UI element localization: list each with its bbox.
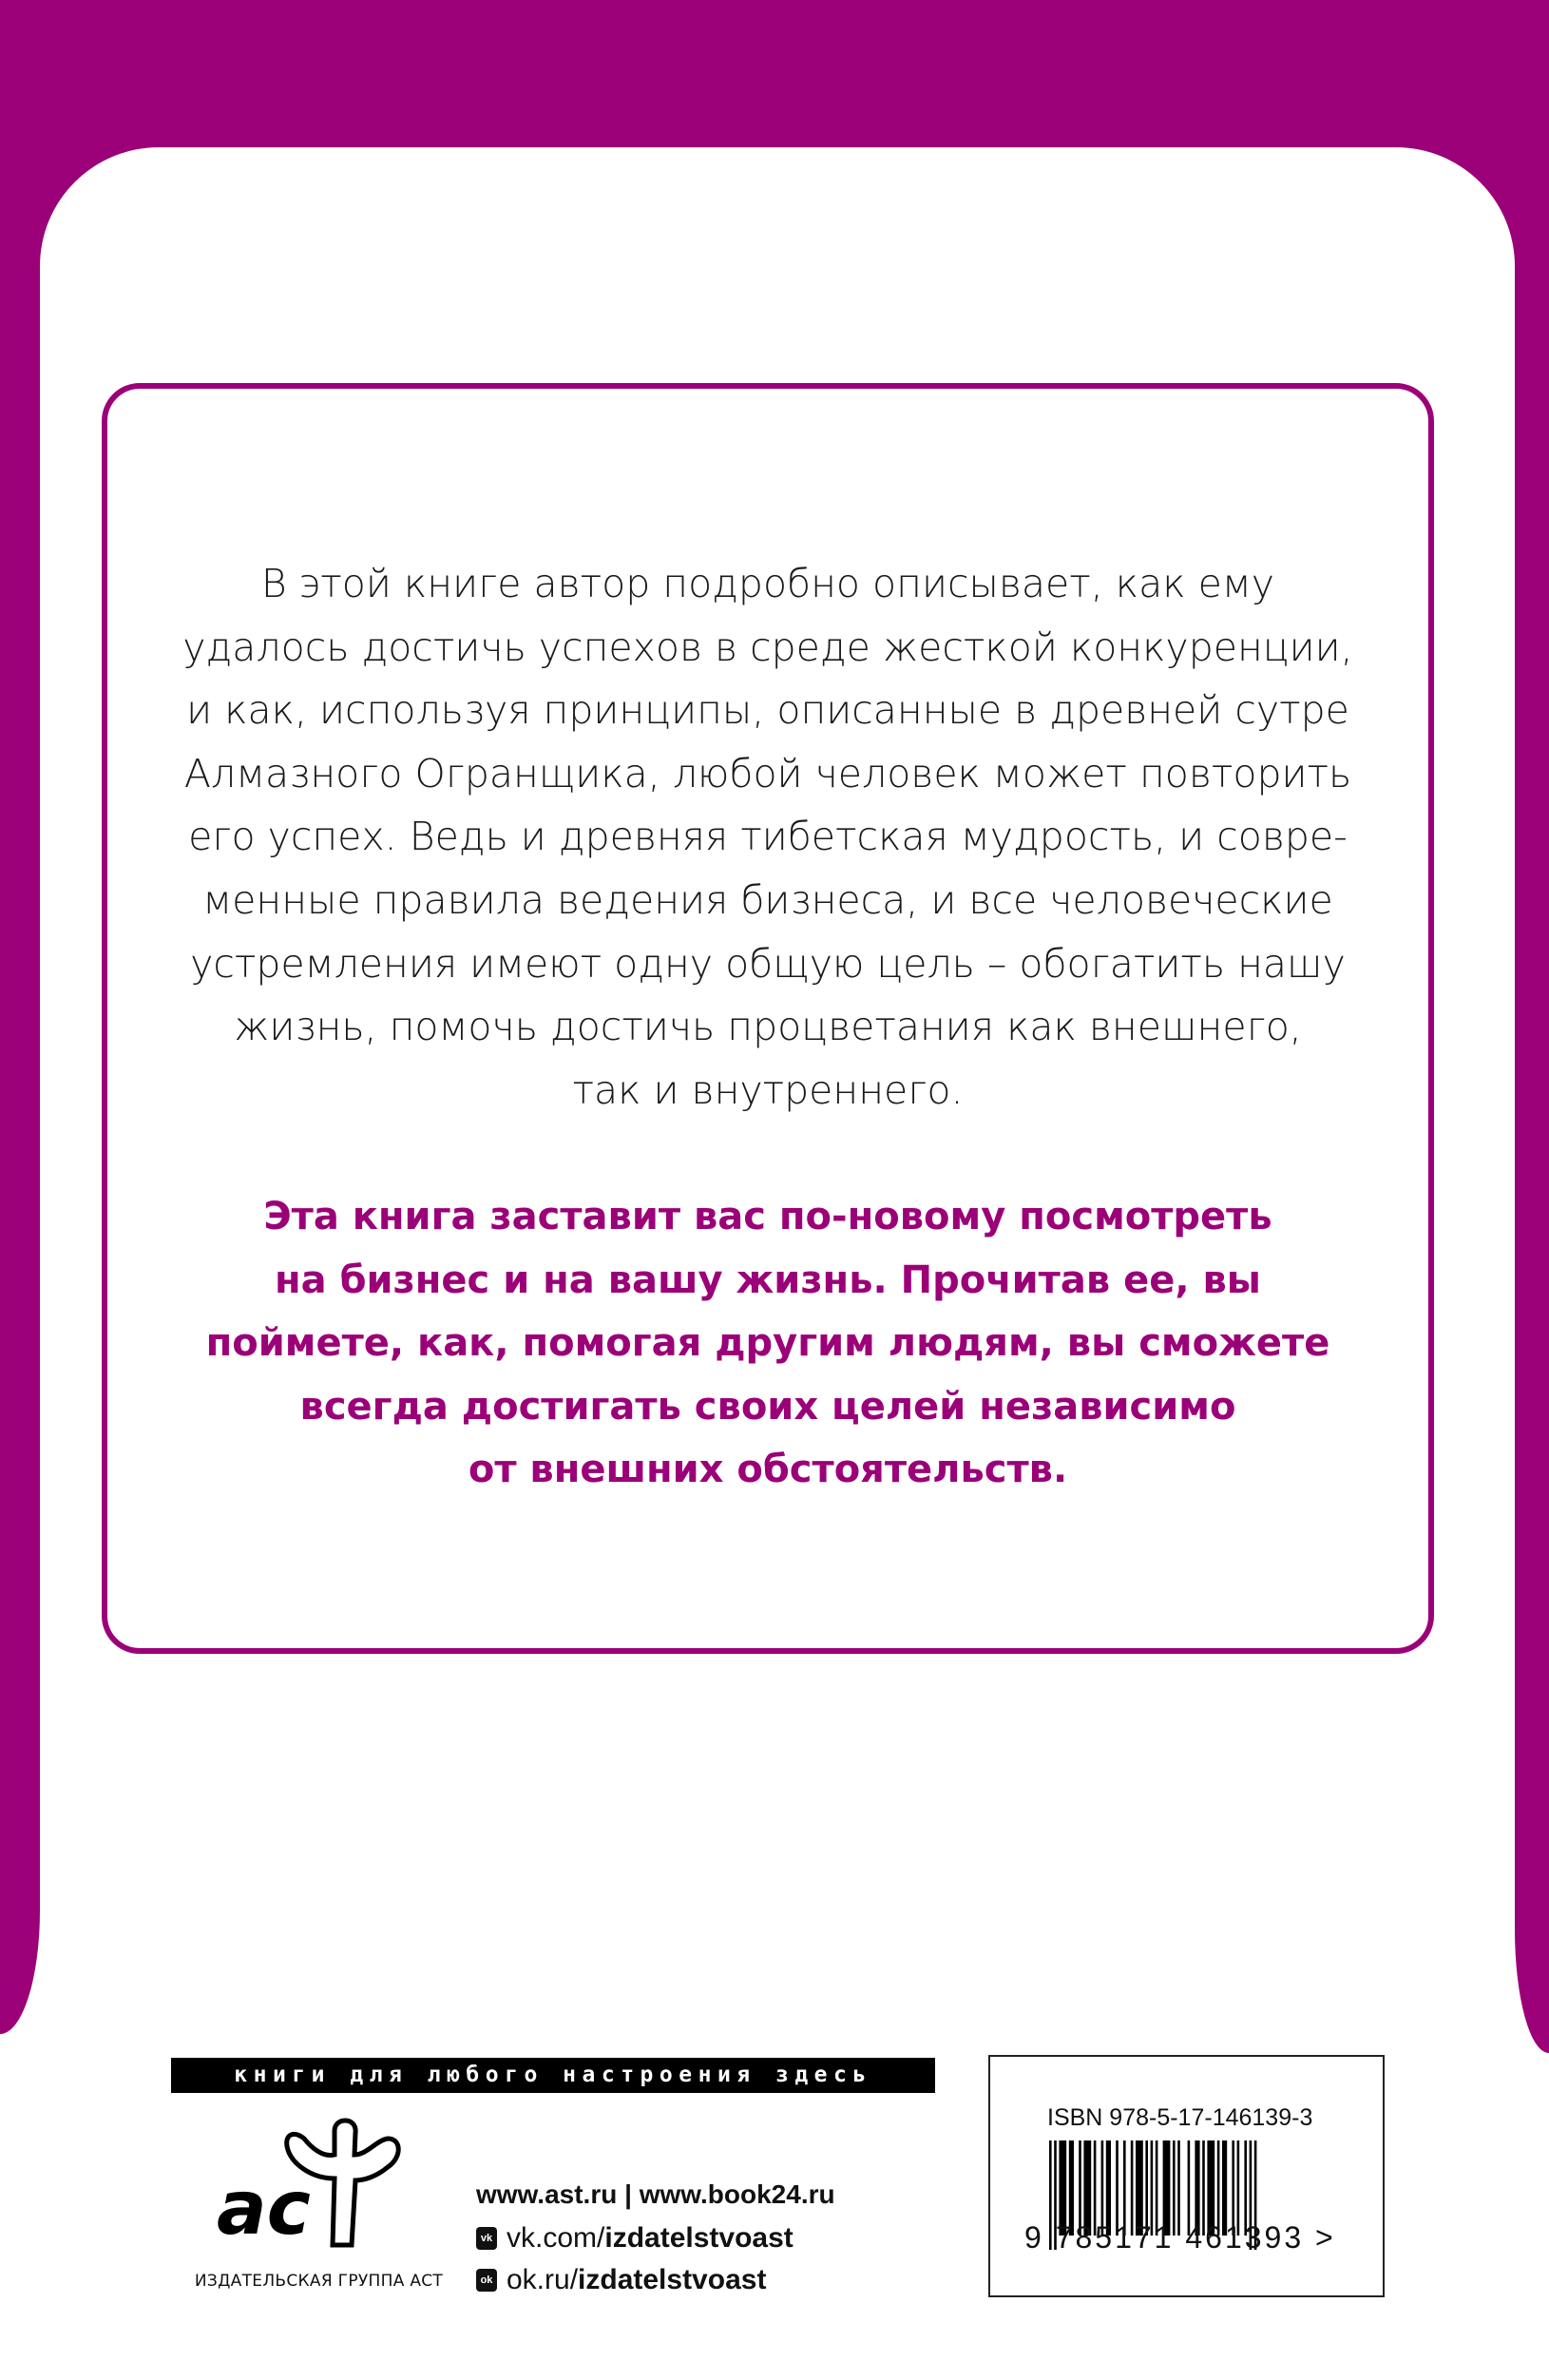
isbn-label: ISBN 978-5-17-146139-3 [1047, 2104, 1313, 2131]
odnoklassniki-icon: ok [476, 2269, 497, 2292]
ast-logo [217, 2112, 416, 2255]
description-line: жизнь, помочь достичь процветания как внешнего, [234, 1004, 1302, 1050]
highlight-line: Эта книга заставит вас по-новому посмотреть [263, 1195, 1272, 1238]
description-line: Алмазного Огранщика, любой человек может повторить [183, 750, 1352, 797]
publisher-links [476, 2176, 835, 2297]
description-line: устремления имеют одну общую цель – обогатить нашу [190, 940, 1346, 987]
description-line: и как, используя принципы, описанные в древней сутре [186, 687, 1349, 734]
description-line: его успех. Ведь и древняя тибетская мудрость, и совре- [188, 814, 1348, 860]
description-line: так и внутреннего. [572, 1066, 964, 1113]
highlight-line: поймете, как, помогая другим людям, вы сможете [205, 1321, 1330, 1366]
highlight-line: на бизнес и на вашу жизнь. Прочитав ее, вы [275, 1257, 1261, 1302]
barcode-digits: 9 785171 461393 > [1024, 2220, 1336, 2255]
highlight-text [107, 1185, 1428, 1502]
vk-link[interactable]: vk vk.com/ izdatelstvoast [476, 2221, 835, 2255]
website-links[interactable]: www.ast.ru | www.book24.ru [476, 2179, 835, 2209]
vk-icon: vk [476, 2227, 497, 2250]
description-line: удалось достичь успехов в среде жесткой конкуренции, [182, 624, 1353, 670]
description-line: В этой книге автор подробно описывает, как ему [260, 561, 1275, 606]
slogan-band: книги для любого настроения здесь [171, 2058, 935, 2093]
svg-text:ac: ac [217, 2166, 311, 2252]
isbn-barcode-box [988, 2055, 1385, 2297]
ok-link[interactable]: ok ok.ru/ izdatelstvoast [476, 2263, 835, 2297]
description-text [107, 552, 1428, 1122]
publisher-name: ИЗДАТЕЛЬСКАЯ ГРУППА АСТ [194, 2272, 444, 2291]
highlight-line: всегда достигать своих целей независимо [299, 1384, 1236, 1429]
highlight-line: от внешних обстоятельств. [468, 1448, 1068, 1492]
annotation-box [102, 383, 1434, 1654]
description-line: менные правила ведения бизнеса, и все человеческие [202, 876, 1333, 923]
